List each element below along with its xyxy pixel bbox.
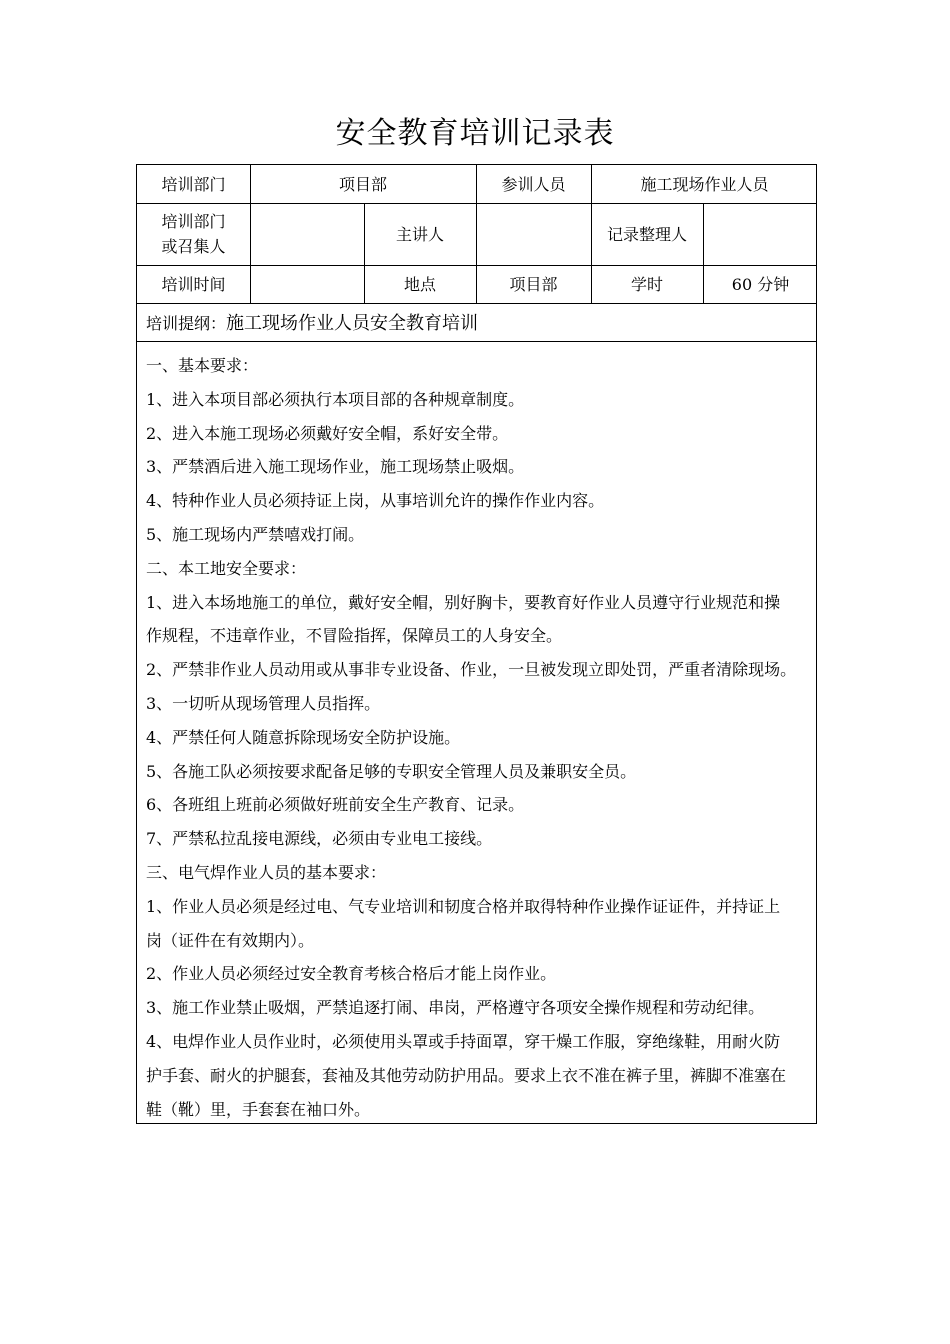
participants-label: 参训人员 bbox=[501, 174, 566, 194]
speaker-value bbox=[476, 203, 591, 265]
outline-label: 培训提纲： bbox=[146, 313, 227, 333]
training-outline bbox=[137, 303, 816, 341]
location-label: 地点 bbox=[403, 274, 436, 294]
content-line: 1、进入本场地施工的单位，戴好安全帽，别好胸卡，要教育好作业人员遵守行业规范和操 bbox=[146, 592, 781, 612]
participants-value: 施工现场作业人员 bbox=[640, 174, 769, 194]
content-line: 4、严禁任何人随意拆除现场安全防护设施。 bbox=[146, 727, 461, 747]
content-line: 2、进入本施工现场必须戴好安全帽，系好安全带。 bbox=[146, 423, 509, 443]
content-line: 3、一切听从现场管理人员指挥。 bbox=[146, 693, 381, 713]
organizer-label-line1: 培训部门 bbox=[161, 212, 226, 231]
recorder-value bbox=[703, 203, 818, 265]
content-line: 5、施工现场内严禁嘻戏打闹。 bbox=[146, 524, 365, 544]
content-line: 作规程，不违章作业，不冒险指挥，保障员工的人身安全。 bbox=[146, 626, 563, 646]
organizer-label bbox=[137, 203, 250, 265]
document-title: 安全教育培训记录表 bbox=[335, 116, 615, 151]
speaker-label: 主讲人 bbox=[395, 224, 444, 244]
recorder-label: 记录整理人 bbox=[606, 224, 687, 244]
content-line: 7、严禁私拉乱接电源线，必须由专业电工接线。 bbox=[146, 829, 493, 849]
organizer-label-line2: 或召集人 bbox=[161, 237, 226, 256]
content-line: 1、作业人员必须是经过电、气专业培训和韧度合格并取得特种作业操作证证件，并持证上 bbox=[146, 896, 781, 916]
training-record-form bbox=[136, 164, 817, 1124]
content-line: 4、特种作业人员必须持证上岗，从事培训允许的操作作业内容。 bbox=[146, 491, 605, 511]
time-value bbox=[250, 265, 364, 303]
content-line: 3、施工作业禁止吸烟，严禁追逐打闹、串岗，严格遵守各项安全操作规程和劳动纪律。 bbox=[146, 998, 765, 1018]
content-line: 鞋（靴）里，手套套在袖口外。 bbox=[146, 1099, 371, 1119]
location-value: 项目部 bbox=[509, 274, 558, 294]
time-label: 培训时间 bbox=[161, 274, 226, 294]
content-line: 2、严禁非作业人员动用或从事非专业设备、作业，一旦被发现立即处罚，严重者清除现场。 bbox=[146, 660, 797, 680]
outline-text: 施工现场作业人员安全教育培训 bbox=[226, 313, 479, 334]
content-line: 三、电气焊作业人员的基本要求： bbox=[146, 862, 387, 882]
content-line: 6、各班组上班前必须做好班前安全生产教育、记录。 bbox=[146, 795, 525, 815]
content-line: 护手套、耐火的护腿套，套袖及其他劳动防护用品。要求上衣不准在裤子里，裤脚不准塞在 bbox=[146, 1065, 787, 1085]
content-line: 3、严禁酒后进入施工现场作业，施工现场禁止吸烟。 bbox=[146, 457, 525, 477]
content-line: 5、各施工队必须按要求配备足够的专职安全管理人员及兼职安全员。 bbox=[146, 761, 637, 781]
content-line: 4、电焊作业人员作业时，必须使用头罩或手持面罩，穿干燥工作服，穿绝缘鞋，用耐火防 bbox=[146, 1031, 781, 1051]
content-line: 岗（证件在有效期内）。 bbox=[146, 930, 315, 950]
hours-value: 60 分钟 bbox=[731, 274, 790, 294]
content-line: 1、进入本项目部必须执行本项目部的各种规章制度。 bbox=[146, 389, 525, 409]
content-line: 一、基本要求： bbox=[146, 356, 259, 375]
dept-value: 项目部 bbox=[338, 174, 387, 194]
content-line: 二、本工地安全要求： bbox=[146, 558, 307, 578]
content-line: 2、作业人员必须经过安全教育考核合格后才能上岗作业。 bbox=[146, 964, 557, 984]
organizer-value bbox=[250, 203, 364, 265]
hours-label: 学时 bbox=[630, 274, 663, 294]
training-content bbox=[137, 341, 816, 1126]
dept-label: 培训部门 bbox=[161, 174, 226, 194]
